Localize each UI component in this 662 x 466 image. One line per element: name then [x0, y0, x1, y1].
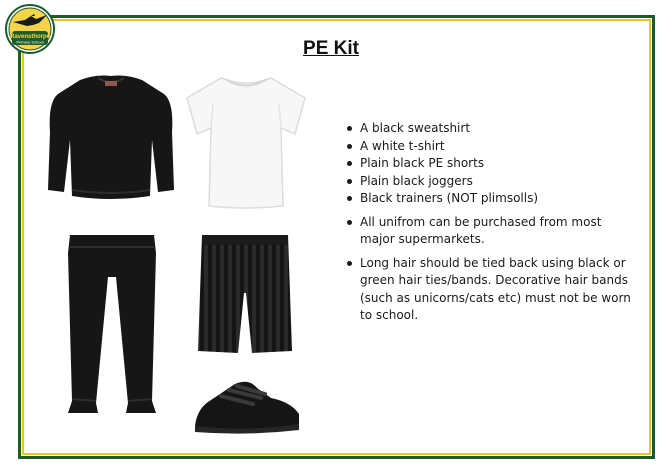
list-item: Black trainers (NOT plimsolls) — [346, 190, 636, 208]
list-item: Plain black joggers — [346, 173, 636, 191]
list-item: Plain black PE shorts — [346, 155, 636, 173]
list-item: A black sweatshirt — [346, 120, 636, 138]
list-item: Long hair should be tied back using black or green hair ties/bands. Decorative hair bands (such as unicorns/cats etc) must not be worn to school. — [346, 255, 636, 325]
kit-list — [346, 120, 636, 325]
black-shorts-image — [196, 233, 294, 355]
logo-name-line1: Ravensthorpe — [9, 34, 51, 40]
logo-name-line2: Primary School — [16, 39, 44, 45]
list-item: A white t-shirt — [346, 138, 636, 156]
black-joggers-image — [64, 233, 160, 415]
white-tshirt-image — [181, 74, 311, 210]
page-title: PE Kit — [303, 38, 359, 59]
list-item: All unifrom can be purchased from most major supermarkets. — [346, 214, 636, 249]
black-sweatshirt-image — [46, 72, 176, 204]
black-trainers-image — [191, 374, 303, 436]
